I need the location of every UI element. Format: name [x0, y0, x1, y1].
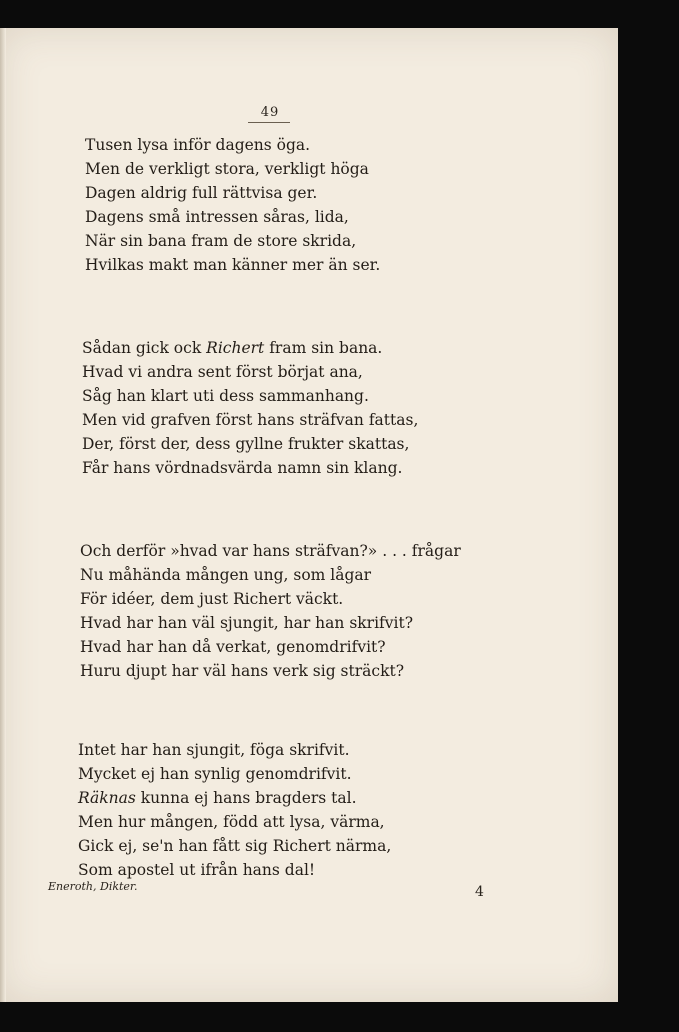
verse-line: Som apostel ut ifrån hans dal! — [78, 861, 316, 879]
verse-line: Mycket ej han synlig genomdrifvit. — [78, 765, 352, 783]
verse-line: När sin bana fram de store skrida, — [85, 232, 357, 250]
verse-line: För idéer, dem just Richert väckt. — [80, 590, 344, 608]
verse-line: Dagen aldrig full rättvisa ger. — [85, 184, 318, 202]
verse-line: Dagens små intressen såras, lida, — [85, 208, 349, 226]
header-rule — [248, 122, 290, 123]
verse-line: Men vid grafven först hans sträfvan fattas, — [82, 411, 419, 429]
verse-line: Hvad har han väl sjungit, har han skrifvit? — [80, 614, 414, 632]
verse-line: Får hans vördnadsvärda namn sin klang. — [82, 459, 403, 477]
verse-line: Hvilkas makt man känner mer än ser. — [85, 256, 381, 274]
verse-line: Nu måhända mången ung, som lågar — [80, 566, 372, 584]
verse-line: Hvad har han då verkat, genomdrifvit? — [80, 638, 386, 656]
verse-line: Intet har han sjungit, föga skrifvit. — [78, 741, 350, 759]
verse-line: Der, först der, dess gyllne frukter skattas, — [82, 435, 410, 453]
footer-signature: Eneroth, Dikter. — [48, 880, 138, 893]
verse-line: Men de verkligt stora, verkligt höga — [85, 160, 369, 178]
verse-line: Och derför »hvad var hans sträfvan?» . . . frågar — [80, 542, 461, 560]
page-number: 49 — [260, 105, 280, 120]
verse-line: Sådan gick ock Richert fram sin bana. — [82, 339, 383, 357]
sheet-number: 4 — [475, 884, 484, 900]
verse-line: Såg han klart uti dess sammanhang. — [82, 387, 369, 405]
verse-line: Gick ej, se'n han fått sig Richert närma, — [78, 837, 392, 855]
verse-line: Huru djupt har väl hans verk sig sträckt? — [80, 662, 405, 680]
verse-line: Hvad vi andra sent först börjat ana, — [82, 363, 363, 381]
page-edge — [0, 28, 6, 1002]
verse-line: Räknas kunna ej hans bragders tal. — [78, 789, 357, 807]
verse-line: Men hur mången, född att lysa, värma, — [78, 813, 385, 831]
verse-line: Tusen lysa inför dagens öga. — [85, 136, 311, 154]
